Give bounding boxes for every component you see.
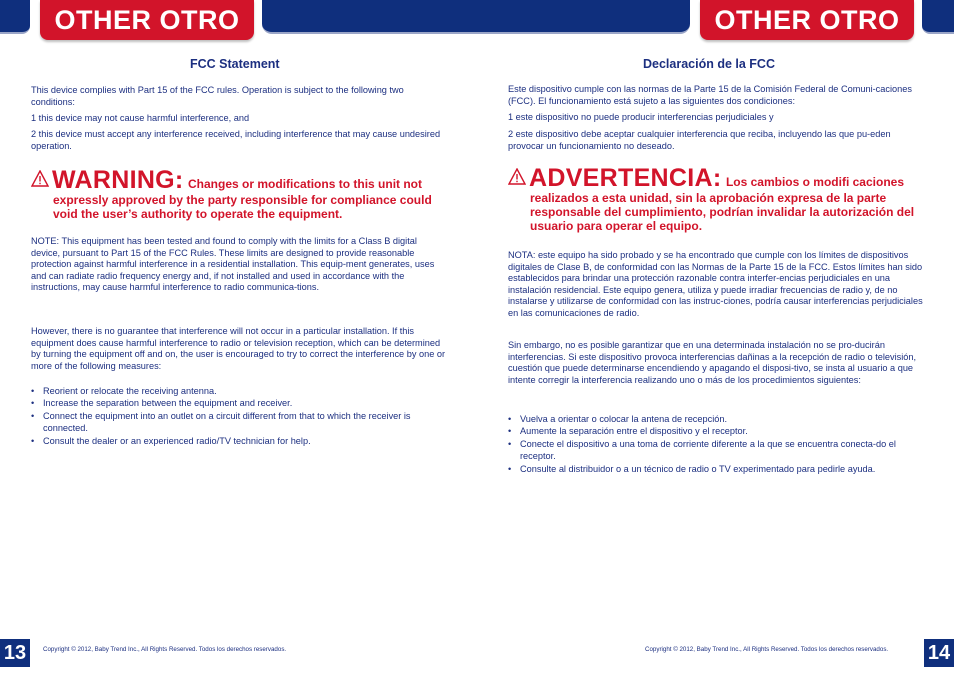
warning-text-rest: expressly approved by the party responsible for compliance could void the user’s authority to operate the equipment.	[53, 193, 432, 221]
list-item: • Increase the separation between the equipment and receiver.	[31, 397, 449, 409]
measures-list-right	[508, 413, 924, 475]
page-number-left: 13	[0, 639, 30, 667]
page-heading-left: FCC Statement	[190, 57, 280, 71]
header-bar-right	[922, 0, 954, 34]
list-item: • Consult the dealer or an experienced radio/TV technician for help.	[31, 435, 449, 447]
fcc-note-es: NOTA: este equipo ha sido probado y se ha encontrado que cumple con los límites de dispositivos digitales de Clase B, de conformidad con las Normas de la Parte 15 de la FCC. Estos límites han sido establecidos para brindar una protección razonable contra interfer-encias perjudiciales en una instalación residencial. Este equipo genera, utiliza y puede irradiar frecuencias de radio y, de no instalarse y utilizarse de conformidad con las instruc-ciones, podría causar interferencias perjudiciales en las comunicaciones de radio.	[508, 250, 923, 318]
warning-text-first: Changes or modifications to this unit not	[188, 177, 423, 191]
fcc-however: However, there is no guarantee that interference will not occur in a particular installation. If this equipment does cause harmful interference to radio or television reception, which can be determined by turning the equipment off and on, the user is encouraged to try to correct the interference by one or more of the following measures:	[31, 326, 446, 371]
advertencia-block	[508, 165, 928, 233]
fcc-condition-1: 1 this device may not cause harmful interference, and	[31, 113, 250, 123]
advertencia-text-first: Los cambios o modifi caciones	[725, 175, 904, 189]
list-item: • Connect the equipment into an outlet on a circuit different from that to which the receiver is connected.	[31, 410, 449, 435]
warning-title: WARNING:	[52, 166, 184, 194]
header-bar-left	[0, 0, 30, 34]
fcc-however-es: Sin embargo, no es posible garantizar que en una determinada instalación no se pro-ducirán interferencias. Si este dispositivo provoca interferencias dañinas a la recepción de radio o televisión, cuestión que puede determinarse encendiendo y apagando el disposi-tivo, se insta al usuario a que intente corregir la interferencia realizando uno o más de los procedimientos siguientes:	[508, 340, 917, 385]
list-item: • Vuelva a orientar o colocar la antena de recepción.	[508, 413, 924, 425]
measures-list-left	[31, 385, 449, 447]
page-heading-right: Declaración de la FCC	[643, 57, 775, 71]
warning-triangle-icon	[508, 168, 526, 190]
copyright-left: Copyright © 2012, Baby Trend Inc., All Rights Reserved. Todos los derechos reservados.	[43, 646, 287, 653]
fcc-condition-1-es: 1 este dispositivo no puede producir interferencias perjudiciales y	[508, 112, 774, 122]
section-tab-left: OTHER OTRO	[40, 0, 254, 40]
list-item: • Aumente la separación entre el dispositivo y el receptor.	[508, 425, 924, 437]
fcc-note: NOTE: This equipment has been tested and found to comply with the limits for a Class B digital device, pursuant to Part 15 of the FCC Rules. These limits are designed to provide reasonable protection against harmful interference in a residential installation. This equip-ment generates, uses and can radiate radio frequency energy and, if not installed and used in accordance with the instructions, may cause harmful interference to radio communica-tions.	[31, 236, 435, 292]
warning-triangle-icon	[31, 170, 49, 192]
list-item: • Conecte el dispositivo a una toma de corriente diferente a la que se encuentra conecta-do el receptor.	[508, 438, 924, 463]
header-bar-center	[262, 0, 690, 34]
warning-block	[31, 167, 451, 221]
advertencia-text-rest: realizados a esta unidad, sin la aprobación expresa de la parte responsable del cumplimiento, podrían invalidar la autorización del usuario para operar el equipo.	[530, 191, 915, 233]
advertencia-title: ADVERTENCIA:	[529, 164, 722, 192]
list-item: • Consulte al distribuidor o a un técnico de radio o TV experimentado para pedirle ayuda.	[508, 463, 924, 475]
fcc-condition-2: 2 this device must accept any interference received, including interference that may cause undesired operation.	[31, 129, 441, 151]
fcc-intro: This device complies with Part 15 of the FCC rules. Operation is subject to the following two conditions:	[31, 85, 404, 107]
copyright-right: Copyright © 2012, Baby Trend Inc., All Rights Reserved. Todos los derechos reservados.	[645, 646, 889, 653]
list-item: • Reorient or relocate the receiving antenna.	[31, 385, 449, 397]
section-tab-right: OTHER OTRO	[700, 0, 914, 40]
fcc-condition-2-es: 2 este dispositivo debe aceptar cualquier interferencia que reciba, incluyendo las que pu-eden provocar un funcionamiento no deseado.	[508, 129, 891, 151]
fcc-intro-es: Este dispositivo cumple con las normas de la Parte 15 de la Comisión Federal de Comuni-caciones (FCC). El funcionamiento está sujeto a las siguientes dos condiciones:	[508, 84, 912, 106]
page-number-right: 14	[924, 639, 954, 667]
